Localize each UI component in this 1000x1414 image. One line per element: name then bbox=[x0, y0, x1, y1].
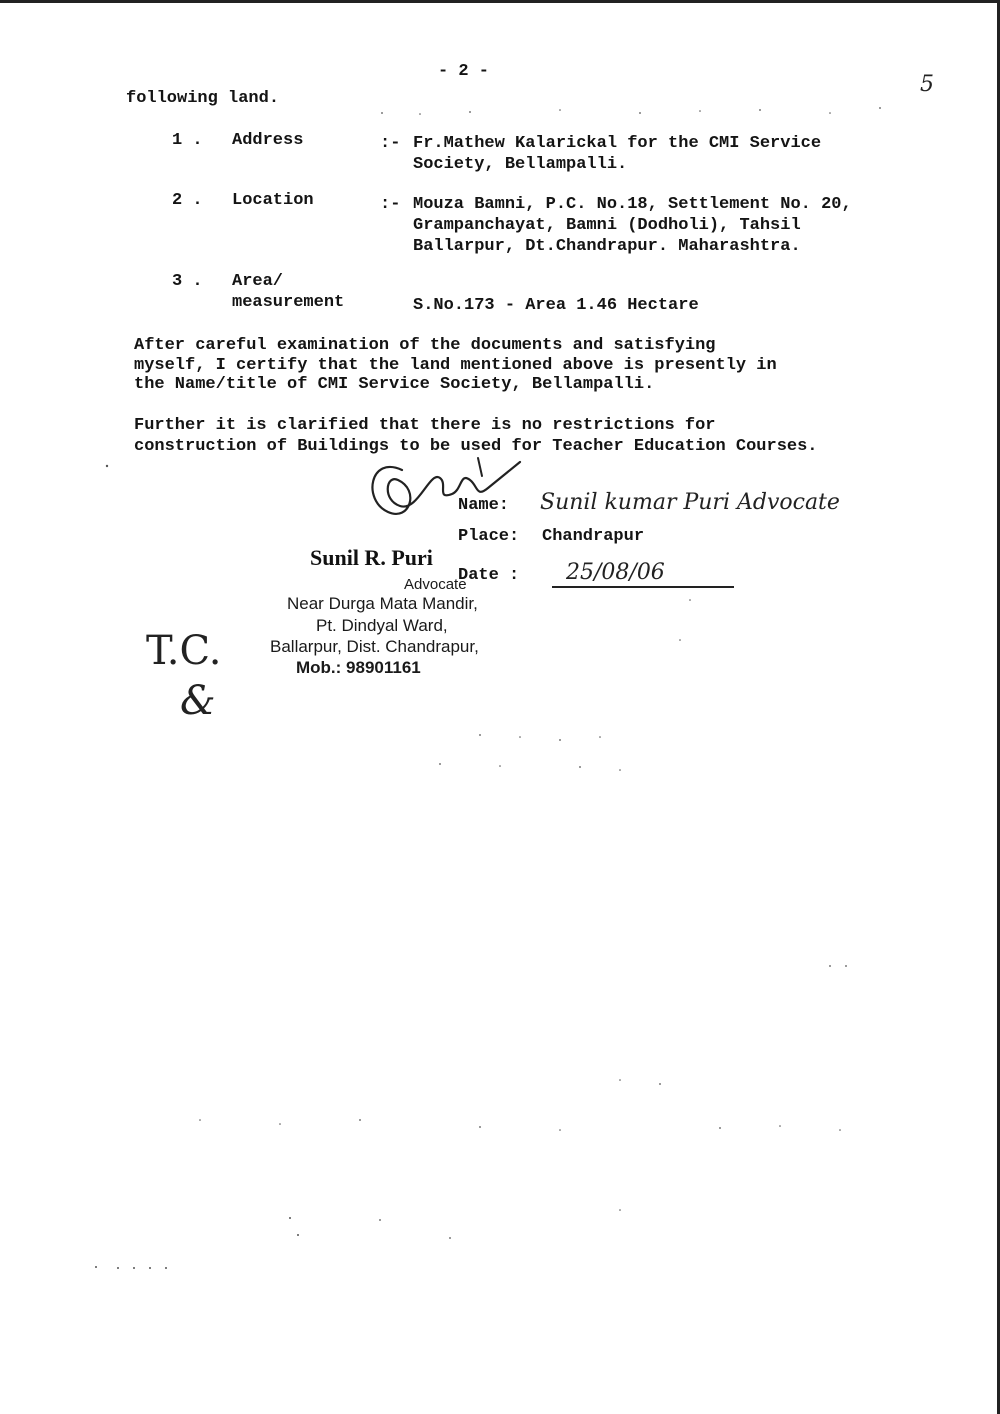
margin-note-line-2: & bbox=[180, 678, 216, 724]
stamp-mobile: Mob.: 98901161 bbox=[296, 658, 421, 677]
stamp-title: Advocate bbox=[404, 576, 467, 593]
item-2-separator: :- bbox=[380, 195, 401, 214]
item-3-label-line-2: measurement bbox=[232, 293, 345, 312]
name-label: Name: bbox=[458, 496, 510, 515]
stamp-address-line-3: Ballarpur, Dist. Chandrapur, bbox=[270, 637, 479, 656]
item-3-number: 3 . bbox=[172, 272, 203, 291]
corner-mark: 5 bbox=[920, 72, 934, 97]
date-label: Date : bbox=[458, 566, 520, 585]
item-1-separator: :- bbox=[380, 134, 401, 153]
date-value-handwritten: 25/08/06 bbox=[566, 560, 665, 585]
item-2-line-2: Grampanchayat, Bamni (Dodholi), Tahsil bbox=[413, 216, 801, 235]
stamp-address-line-2: Pt. Dindyal Ward, bbox=[316, 616, 448, 635]
item-3-label-line-1: Area/ bbox=[232, 272, 284, 291]
paragraph-1-line-2: myself, I certify that the land mentioned above is presently in bbox=[134, 356, 777, 375]
paragraph-2-line-1: Further it is clarified that there is no restrictions for bbox=[134, 416, 716, 435]
item-1-label: Address bbox=[232, 131, 304, 150]
item-1-line-1: Fr.Mathew Kalarickal for the CMI Service bbox=[413, 134, 822, 153]
item-3-value: S.No.173 - Area 1.46 Hectare bbox=[413, 296, 699, 315]
paragraph-1-line-1: After careful examination of the documents and satisfying bbox=[134, 336, 716, 355]
margin-note-line-1: T.C. bbox=[146, 628, 222, 674]
item-2-line-1: Mouza Bamni, P.C. No.18, Settlement No. 20, bbox=[413, 195, 852, 214]
paragraph-1-line-3: the Name/title of CMI Service Society, Bellampalli. bbox=[134, 375, 655, 394]
item-2-line-3: Ballarpur, Dt.Chandrapur. Maharashtra. bbox=[413, 237, 801, 256]
item-1-number: 1 . bbox=[172, 131, 203, 150]
intro-text: following land. bbox=[126, 89, 280, 108]
stamp-address-line-1: Near Durga Mata Mandir, bbox=[287, 594, 478, 613]
item-1-line-2: Society, Bellampalli. bbox=[413, 155, 628, 174]
stamp-name: Sunil R. Puri bbox=[310, 545, 433, 570]
place-label: Place: bbox=[458, 527, 520, 546]
name-value-handwritten: Sunil kumar Puri Advocate bbox=[540, 490, 840, 515]
item-2-number: 2 . bbox=[172, 191, 203, 210]
paragraph-2-line-2: construction of Buildings to be used for Teacher Education Courses. bbox=[134, 437, 818, 456]
place-value: Chandrapur bbox=[542, 527, 645, 546]
item-2-label: Location bbox=[232, 191, 314, 210]
page-number: - 2 - bbox=[438, 62, 490, 81]
